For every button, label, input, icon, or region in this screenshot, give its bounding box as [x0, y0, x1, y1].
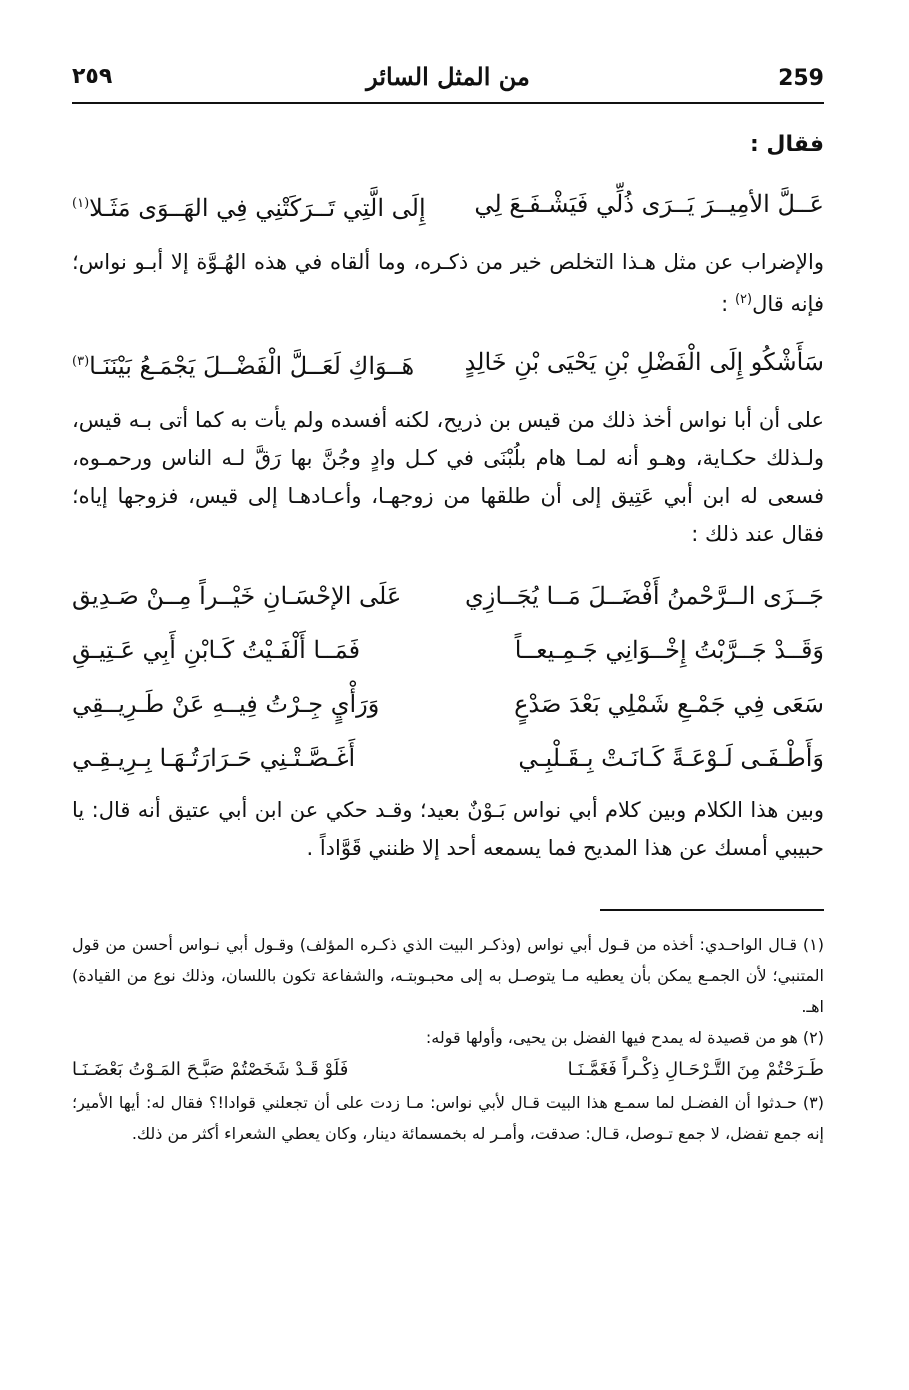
verse-2-first-hemistich: سَأَشْكُو إِلَى الْفَضْلِ بْنِ يَحْيَى بْنِ خَالِدٍ	[464, 348, 824, 376]
footnotes	[72, 929, 824, 1149]
paragraph-1: والإضراب عن مثل هـذا التخلص خير من ذكـره، وما ألقاه في هذه الهُـوَّة إلا أبـو نواس؛ فإنه قال$^{(٢)}$ :	[72, 250, 824, 316]
footnote-2: (٢) هو من قصيدة له يمدح فيها الفضل بن يحيى، وأولها قوله:	[425, 1028, 824, 1047]
running-title: من المثل السائر	[366, 62, 530, 91]
running-header	[72, 58, 824, 98]
poem-verse-first: وَقَــدْ جَــرَّبْتُ إِخْــوَانِي جَـمِـيعــاً	[514, 636, 824, 664]
paragraph-2: على أن أبا نواس أخذ ذلك من قيس بن ذريح، لكنه أفسده ولم يأت به كما أتى بـه قيس، ولـذلك حكـاية، وهـو أنه لمـا هام بلُبْنَى في كـل وادٍ وجُنَّ بها رَقَّ لـه الناس ورحمـوه، فسعى له ابن أبي عَتِيق إلى أن طلقها من زوجهـا، وأعـادهـا إلى قيس، فزوجها إياه؛ فقال عند ذلك :	[72, 408, 824, 546]
footnote-verse-second: فَلَوْ قَـدْ شَخَصْتُمْ صَبَّـحَ المَـوْتُ بَعْضَـنَـا	[72, 1059, 349, 1080]
page-number-latin: 259	[778, 66, 824, 91]
poem-verse-first: جَــزَى الــرَّحْمنُ أَفْضَــلَ مَــا يُجَــازِي	[464, 582, 824, 610]
footnote-ref-2: (٢)	[734, 292, 753, 307]
poem-verse-second: وَرَأْيٍ جِـرْتُ فِيــهِ عَنْ طَـرِيــقِي	[72, 690, 380, 718]
footnote-verse-first: طَـرَحْتُمْ مِنَ التَّـرْحَـالِ ذِكْـراً فَغَمَّـنَـا	[567, 1059, 824, 1080]
verse-2-second-hemistich: هَــوَاكِ لَعَــلَّ الْفَضْــلَ يَجْمَـعُ بَيْنَنَـا$^{(٣)}$	[72, 352, 415, 380]
footnote-ref-1: (١)	[72, 196, 90, 211]
page-number-arabic: ٢٥٩	[72, 64, 113, 89]
poem-verse-second: فَمَــا أَلْفَـيْتُ كَـابْنِ أَبِي عَـتِيـقِ	[72, 636, 361, 664]
header-rule	[72, 102, 824, 104]
book-page	[72, 58, 824, 1149]
poem-verse	[72, 677, 824, 731]
footnote-1: (١) قـال الواحـدي: أخذه من قـول أبي نواس (وذكـر البيت الذي ذكـره المؤلف) وقـول أبي نـواس أحسن من قول المتنبي؛ لأن الجمـع يمكن بأن يعطيه مـا يتوصـل به إلى محبـوبتـه، والشفاعة تكون باللسان، وذلك نوع من القيادة) اهـ.	[72, 935, 824, 1016]
footnote-ref-3: (٣)	[72, 354, 90, 369]
footnote-3: (٣) حـدثوا أن الفضـل لما سمـع هذا البيت قـال لأبي نواس: مـا زدت على أن تجعلني قوادا!؟ فقال له: أيها الأمير؛ إنه جمع تفضل، لا جمع تـوصل، قـال: صدقت، وأمـر له بخمسمائة دينار، وكان يعطي الشعراء أكثر من ذلك.	[72, 1093, 824, 1143]
footnote-rule	[600, 909, 824, 911]
verse-2	[72, 333, 824, 395]
poem-verse	[72, 623, 824, 677]
poem-verse-second: عَلَى الإحْسَـانِ خَيْــراً مِــنْ صَـدِيق	[72, 582, 402, 610]
poem-verse-first: سَعَى فِي جَمْـعِ شَمْلِي بَعْدَ صَدْعٍ	[514, 690, 824, 718]
poem	[72, 569, 824, 785]
verse-1-second-hemistich: إِلَى الَّتِي تَــرَكَتْنِي فِي الهَــوَى مَثَـلا$^{(١)}$	[72, 194, 426, 222]
poem-verse	[72, 731, 824, 785]
poem-verse	[72, 569, 824, 623]
footnote-2-verse	[72, 1053, 824, 1087]
poem-verse-first: وَأَطْـفَـى لَـوْعَـةً كَـانَـتْ بِـقَـلْبِـي	[518, 744, 824, 772]
paragraph-3: وبين هذا الكلام وبين كلام أبي نواس بَـوْنٌ بعيد؛ وقـد حكي عن ابن أبي عتيق أنه قال: يا حبيبي أمسك عن هذا المديح فما يسمعه أحد إلا ظنني قَوَّاداً .	[72, 798, 824, 860]
intro-label: فقال :	[749, 132, 824, 157]
verse-1	[72, 175, 824, 237]
poem-verse-second: أَغَـصَّـتْـنِي حَـرَارَتُـهَـا بِـرِيـقِـي	[72, 744, 356, 772]
verse-1-first-hemistich: عَــلَّ الأمِيــرَ يَــرَى ذُلِّي فَيَشْـفَـعَ لِي	[474, 190, 824, 218]
